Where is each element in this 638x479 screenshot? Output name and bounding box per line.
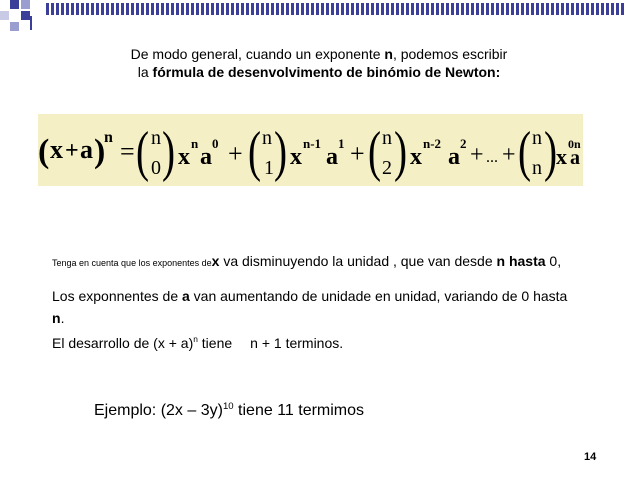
svg-text:a: a xyxy=(80,135,93,164)
svg-text:n: n xyxy=(532,157,542,179)
svg-text:): ) xyxy=(94,133,106,170)
svg-text:...: ... xyxy=(486,149,498,166)
svg-text:1: 1 xyxy=(338,136,345,151)
svg-text:x: x xyxy=(556,144,567,169)
svg-text:a: a xyxy=(570,147,580,169)
intro-text: De modo general, cuando un exponente n, podemos escribir la fórmula de desenvolvimento de binómio de Newton: xyxy=(130,46,508,80)
svg-text:a: a xyxy=(200,144,212,170)
svg-text:): ) xyxy=(393,121,408,183)
svg-text:=: = xyxy=(120,137,135,166)
svg-text:n: n xyxy=(532,127,542,149)
svg-text:n: n xyxy=(104,129,113,146)
svg-text:n-2: n-2 xyxy=(423,136,442,151)
svg-text:(: ( xyxy=(518,121,532,183)
svg-text:2: 2 xyxy=(460,136,467,151)
svg-text:+: + xyxy=(228,139,243,168)
svg-text:): ) xyxy=(274,121,288,183)
svg-text:x: x xyxy=(410,144,422,170)
svg-text:): ) xyxy=(544,121,558,183)
example-text: Ejemplo: (2x – 3y)$^{10}$ tiene 11 termimos xyxy=(94,401,365,419)
svg-text:n-1: n-1 xyxy=(303,136,322,151)
svg-text:1: 1 xyxy=(264,157,274,179)
svg-text:n: n xyxy=(574,137,581,151)
svg-text:(: ( xyxy=(136,121,150,183)
svg-text:0: 0 xyxy=(568,137,574,151)
svg-text:n: n xyxy=(262,127,272,149)
svg-text:(: ( xyxy=(38,133,50,170)
page-number: 14 xyxy=(584,451,597,463)
header-vline xyxy=(30,16,32,30)
svg-text:0: 0 xyxy=(151,157,161,179)
svg-text:n: n xyxy=(191,136,199,151)
svg-text:): ) xyxy=(162,121,176,183)
svg-text:n: n xyxy=(151,127,161,149)
header-bar xyxy=(0,0,638,16)
svg-text:a: a xyxy=(448,144,460,170)
svg-text:x: x xyxy=(50,135,63,164)
svg-text:0: 0 xyxy=(212,136,219,151)
terms-count-note: El desarrollo de $(x + a)^n$ tiene n + 1 terminos. xyxy=(52,334,344,351)
svg-text:x: x xyxy=(290,144,302,170)
svg-text:a: a xyxy=(326,144,338,170)
svg-text:+: + xyxy=(65,138,79,164)
svg-text:x: x xyxy=(178,144,190,170)
svg-text:(: ( xyxy=(248,121,262,183)
deco-square xyxy=(10,22,19,31)
svg-text:n: n xyxy=(382,127,392,149)
binomial-formula xyxy=(38,114,583,186)
exponent-x-note: Tenga en cuenta que los exponentes dex va disminuyendo la unidad , que van desde n hasta 0, xyxy=(52,253,562,269)
exponent-a-note: Los exponnentes de a van aumentando de unidade en unidad, variando de 0 hasta n. xyxy=(52,288,568,326)
svg-text:2: 2 xyxy=(382,157,392,179)
svg-text:+: + xyxy=(470,142,484,168)
svg-text:(: ( xyxy=(368,121,382,183)
svg-text:+: + xyxy=(350,139,365,168)
svg-text:+: + xyxy=(502,142,516,168)
